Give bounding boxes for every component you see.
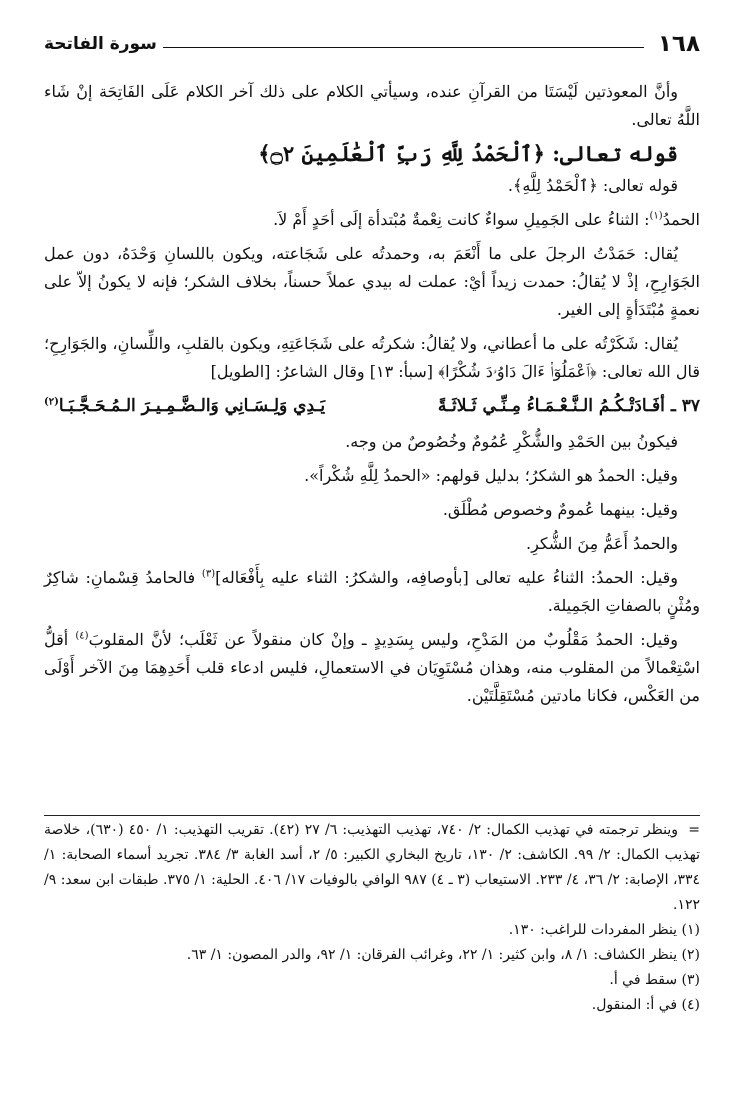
footnote-ref: (١) [649,210,663,222]
verse-hemistich-first: أفَـادَتْـكُـمُ الـنَّـعْـمَـاءُ مِـنِّـي ثَـلاثَـةً [437,396,665,416]
text-run: وقيل: الحمدُ مَقْلُوبٌ من المَدْحِ، وليس بِسَدِيدٍ ـ وإنْ كان منقولاً عن ثَعْلَب؛ لأنَّ المقلوبَ [88,630,679,649]
verse-number: ٣٧ ـ [670,396,700,416]
section-heading [44,140,700,168]
paragraph [44,206,700,234]
heading-label: قوله تعالى: [552,141,678,166]
footnote-ref: (٤) [75,630,89,642]
text-run: : الثناءُ على الجَمِيلِ سواءٌ كانت نِعْمةٌ مُبْتدأة إلَى أحَدٍ أَمْ لاَ. [273,210,650,229]
paragraph: قوله تعالى: ﴿ٱلْحَمْدُ لِلَّهِ﴾. [507,176,678,195]
page-header [44,30,700,58]
footnote: (١) ينظر المفردات للراغب: ١٣٠. [508,922,700,938]
footnote-continued [44,818,700,918]
main-text [44,78,700,716]
text-run: يَـدِي وَلِـسَـانِي وَالـضَّـمِـيـرَ الـمُـحَـجَّـبَـا [58,396,326,416]
text-run: الحمدُ [662,210,700,229]
paragraph: يُقال: شَكَرْتُه على ما أعطاني، ولا يُقالُ: شكرتُه على شَجَاعَتِهِ، ويكون بالقلبِ، واللِّسانِ، والجَوَارِحِ؛ قال الله تعالى: ﴿ٱعْمَلُوٓا۟ ءَالَ دَاوُۥدَ شُكْرًا﴾ [سبأ: ١٣] وقال الشاعرُ: [الطويل] [44,334,700,381]
quran-verse: ﴿ٱلْحَمْدُ لِلَّهِ رَبِّ ٱلْعَٰلَمِينَ ۝٢﴾ [258,141,545,166]
continuation-marker: = [688,822,700,838]
header-rule [163,47,644,48]
text-run: فالحامدُ قِسْمانِ: شاكِرٌ ومُثْنٍ بالصفاتِ الجَمِيلة. [44,568,700,615]
text-run: وينظر ترجمته في تهذيب الكمال: ٢/ ٧٤٠، تهذيب التهذيب: ٦/ ٢٧ (٤٢). تقريب التهذيب: ١/ ٤٥٠ (٦٣٠)، خلاصة تهذيب الكمال: ٢/ ٩٩. الكاشف: ٢/ ١٣٠، تاريخ البخاري الكبير: ٥/ ٢، أسد الغابة ٣/ ٣٨٤. تجريد أسماء الصحابة: ١/ ٣٣٤، الإصابة: ٢/ ٣٦، ٤/ ٢٣٣. الاستيعاب (٣ ـ ٤) ٩٨٧ الوافي بالوفيات ١٧/ ٤٠٦. الحلية: ١/ ٣٧٥. طبقات ابن سعد: ٩/ ١٢٢. [44,822,701,913]
paragraph: والحمدُ أَعَمُّ مِنَ الشُّكرِ. [525,534,678,553]
paragraph: وقيل: بينهما عُمومٌ وخصوص مُطْلَق. [442,500,678,519]
footnote: (٣) سقط في أ. [609,972,700,988]
paragraph: وقيل: الحمدُ هو الشكرُ؛ بدليل قولهم: «الحمدُ لِلَّهِ شُكْراً». [304,466,678,485]
text-run: وقيل: الحمدُ: الثناءُ عليه تعالى [بأوصافِه، والشكرُ: الثناء عليه بِأَفْعَاله] [215,568,679,587]
surah-title: سورة الفاتحة [44,34,157,54]
paragraph [44,626,700,710]
paragraph [44,564,700,620]
verse-hemistich-second [44,392,354,420]
paragraph: يُقال: حَمَدْتُ الرجلَ على ما أَنْعَمَ به، وحمدتُه على شَجَاعته، ويكون باللسانِ وَحْدَهُ، دون عمل الجَوَارِحِ، إذْ لا يُقالُ: حمدت زيداً أيْ: عملت له بيدي عملاً حسناً، بخلاف الشكر؛ فإنه لا يكونُ إلاّ على نعمةٍ مُبْتَدَأةٍ إلى الغير. [44,244,700,319]
paragraph: وأنَّ المعوذتين لَيْسَتَا من القرآنِ عنده، وسيأتي الكلام على ذلك آخر الكلام عَلَى الفَاتِحَة إنْ شَاء اللَّهُ تعالى. [44,82,700,129]
footnote-separator [44,815,700,816]
footnote: (٤) في أ: المنقول. [591,997,700,1013]
paragraph: فيكونُ بين الحَمْدِ والشُّكْرِ عُمُومٌ وخُصُوصٌ من وجه. [345,432,678,451]
page-number: ١٦٨ [657,31,700,57]
footnotes [44,815,700,1018]
footnote-ref: (٢) [43,396,59,408]
footnote-ref: (٣) [201,568,216,580]
footnote: (٢) ينظر الكشاف: ١/ ٨، وابن كثير: ١/ ٢٢، وغرائب الفرقان: ١/ ٩٢، والدر المصون: ١/ ٦٣. [186,947,700,963]
poetry-verse [44,392,700,420]
text-run: أقلُّ اسْتِعْمالاً من المقلوب منه، وهذان مُسْتَوِيَان في الاستعمالِ، فليس ادعاء قلب أَحَدِهِمَا مِنَ الآخر أَوْلَى من العَكْس، فكانا مادتين مُسْتَقِلَّتَيْن. [44,630,700,705]
